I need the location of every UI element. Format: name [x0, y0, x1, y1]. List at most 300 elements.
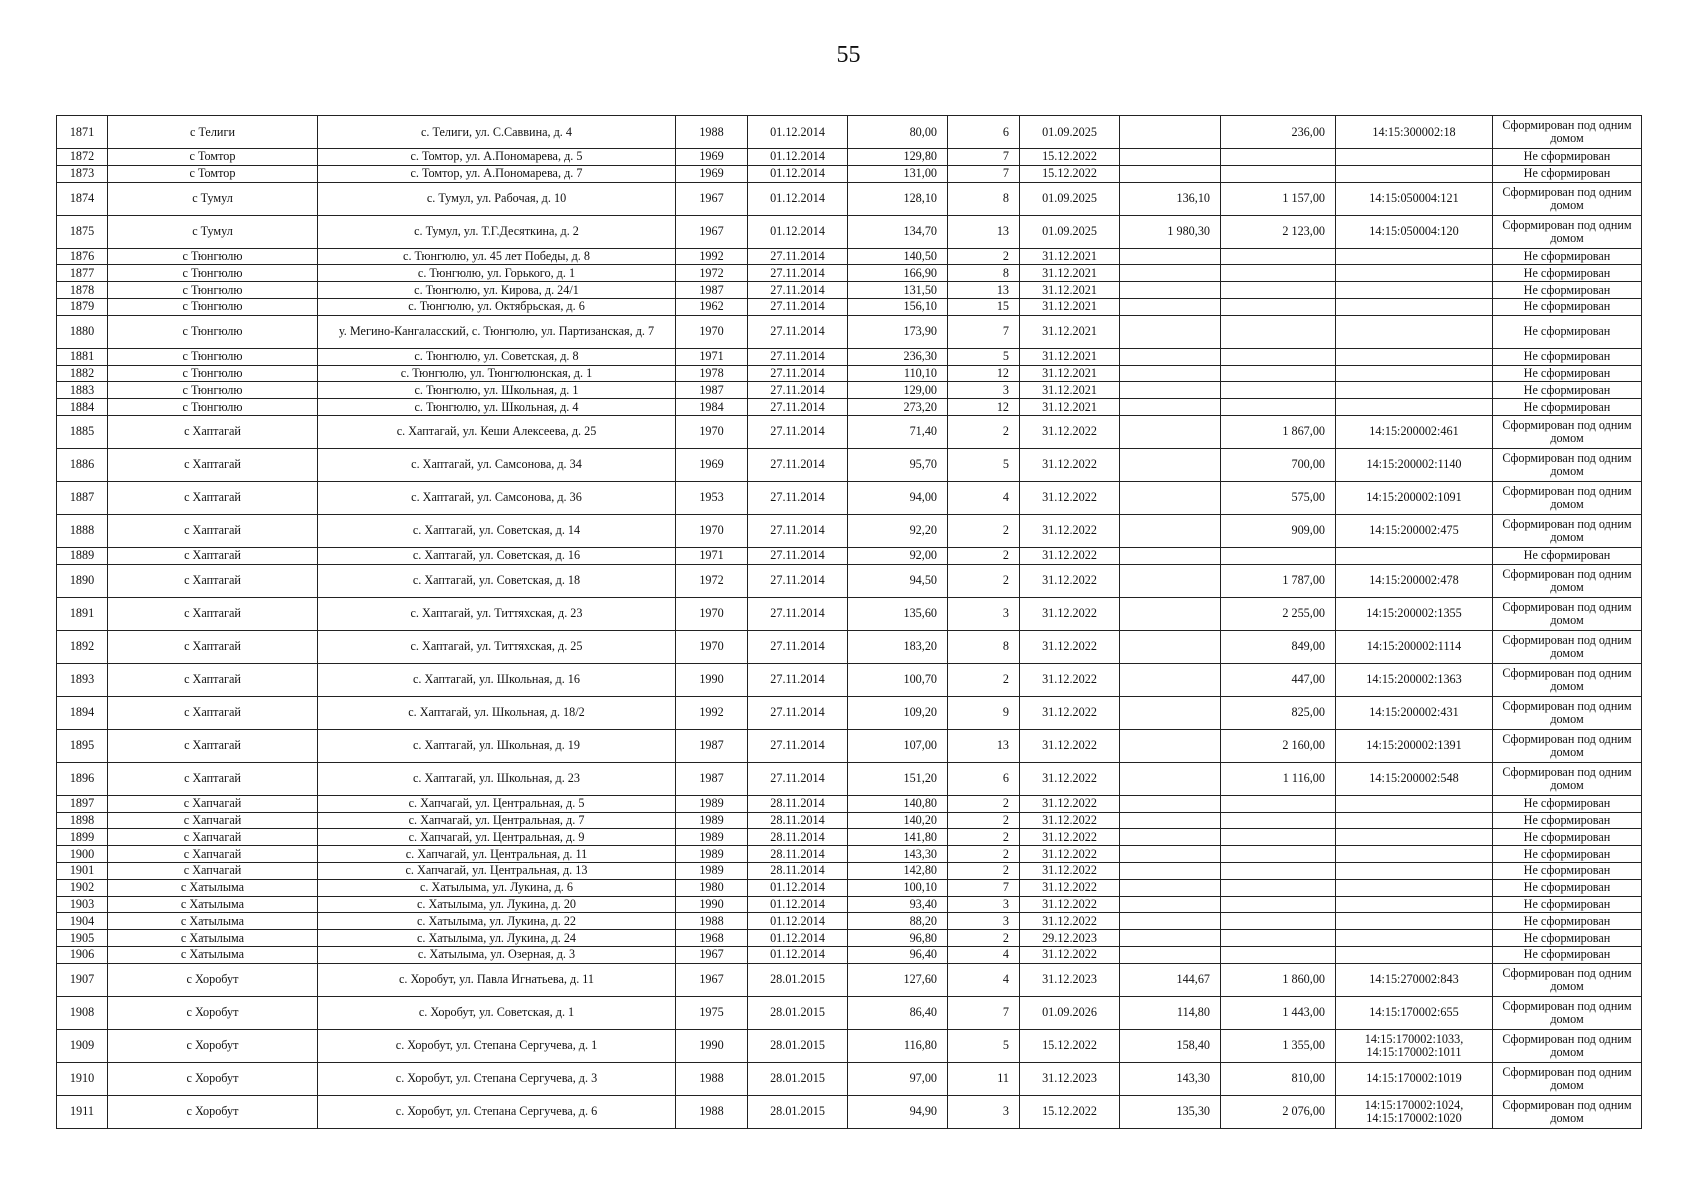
cell-deadline: 31.12.2021	[1020, 282, 1120, 299]
table-row	[57, 696, 1642, 729]
table-row	[57, 182, 1642, 215]
cell-settlement: с Томтор	[108, 165, 318, 182]
cell-land-area: 2 160,00	[1221, 729, 1336, 762]
cell-area: 100,10	[848, 879, 948, 896]
cell-land-area: 236,00	[1221, 116, 1336, 149]
cell-number: 1889	[57, 547, 108, 564]
cell-settlement: с Хатылыма	[108, 896, 318, 913]
cell-address: с. Хоробут, ул. Степана Сергучева, д. 1	[318, 1029, 676, 1062]
cell-year: 1971	[676, 348, 748, 365]
cell-deadline: 31.12.2022	[1020, 415, 1120, 448]
cell-deadline: 15.12.2022	[1020, 1029, 1120, 1062]
cell-land-area	[1221, 248, 1336, 265]
table-row	[57, 963, 1642, 996]
cell-area: 80,00	[848, 116, 948, 149]
cell-cadastral-number	[1336, 547, 1493, 564]
cell-number: 1882	[57, 365, 108, 382]
cell-area: 141,80	[848, 829, 948, 846]
cell-area: 151,20	[848, 762, 948, 795]
cell-cadastral-number	[1336, 348, 1493, 365]
cell-land-status: Не сформирован	[1493, 248, 1642, 265]
table-row	[57, 399, 1642, 416]
cell-number: 1910	[57, 1062, 108, 1095]
cell-total-area	[1120, 315, 1221, 348]
cell-cadastral-number: 14:15:200002:1391	[1336, 729, 1493, 762]
cell-land-area: 1 787,00	[1221, 564, 1336, 597]
cell-land-status: Сформирован под одним домом	[1493, 481, 1642, 514]
cell-cadastral-number: 14:15:300002:18	[1336, 116, 1493, 149]
cell-address: с. Тюнгюлю, ул. Октябрьская, д. 6	[318, 298, 676, 315]
cell-deadline: 31.12.2022	[1020, 896, 1120, 913]
table-row	[57, 762, 1642, 795]
cell-cadastral-number	[1336, 812, 1493, 829]
cell-recognition-date: 28.01.2015	[748, 963, 848, 996]
cell-cadastral-number	[1336, 365, 1493, 382]
cell-total-area	[1120, 298, 1221, 315]
cell-land-area	[1221, 265, 1336, 282]
cell-residents: 3	[948, 896, 1020, 913]
cell-address: с. Хоробут, ул. Степана Сергучева, д. 3	[318, 1062, 676, 1095]
table-row	[57, 1062, 1642, 1095]
cell-area: 166,90	[848, 265, 948, 282]
cell-deadline: 31.12.2022	[1020, 946, 1120, 963]
cell-year: 1987	[676, 282, 748, 299]
cell-land-area	[1221, 165, 1336, 182]
cell-area: 135,60	[848, 597, 948, 630]
cell-land-area	[1221, 399, 1336, 416]
cell-land-area	[1221, 862, 1336, 879]
cell-deadline: 31.12.2022	[1020, 862, 1120, 879]
cell-land-area	[1221, 930, 1336, 947]
cell-area: 134,70	[848, 215, 948, 248]
cell-year: 1968	[676, 930, 748, 947]
cell-year: 1990	[676, 1029, 748, 1062]
cell-residents: 5	[948, 1029, 1020, 1062]
cell-area: 71,40	[848, 415, 948, 448]
cell-deadline: 31.12.2023	[1020, 963, 1120, 996]
cell-land-area	[1221, 315, 1336, 348]
cell-area: 96,80	[848, 930, 948, 947]
cell-recognition-date: 01.12.2014	[748, 896, 848, 913]
cell-number: 1904	[57, 913, 108, 930]
cell-year: 1970	[676, 315, 748, 348]
cell-cadastral-number	[1336, 795, 1493, 812]
cell-total-area	[1120, 879, 1221, 896]
cell-settlement: с Хоробут	[108, 1095, 318, 1128]
cell-number: 1873	[57, 165, 108, 182]
cell-year: 1987	[676, 762, 748, 795]
cell-address: с. Тюнгюлю, ул. Тюнгюлюнская, д. 1	[318, 365, 676, 382]
cell-address: с. Хоробут, ул. Павла Игнатьева, д. 11	[318, 963, 676, 996]
cell-total-area	[1120, 696, 1221, 729]
cell-recognition-date: 27.11.2014	[748, 663, 848, 696]
cell-residents: 13	[948, 729, 1020, 762]
cell-cadastral-number: 14:15:200002:1091	[1336, 481, 1493, 514]
cell-deadline: 31.12.2022	[1020, 696, 1120, 729]
table-row	[57, 382, 1642, 399]
cell-settlement: с Хаптагай	[108, 564, 318, 597]
table-row	[57, 298, 1642, 315]
cell-address: с. Хатылыма, ул. Лукина, д. 24	[318, 930, 676, 947]
cell-number: 1888	[57, 514, 108, 547]
cell-settlement: с Хаптагай	[108, 547, 318, 564]
cell-settlement: с Хаптагай	[108, 663, 318, 696]
cell-land-area: 700,00	[1221, 448, 1336, 481]
cell-cadastral-number: 14:15:170002:655	[1336, 996, 1493, 1029]
cell-residents: 2	[948, 862, 1020, 879]
table-row	[57, 448, 1642, 481]
cell-land-area: 575,00	[1221, 481, 1336, 514]
cell-land-status: Не сформирован	[1493, 812, 1642, 829]
cell-recognition-date: 01.12.2014	[748, 116, 848, 149]
cell-cadastral-number	[1336, 946, 1493, 963]
cell-year: 1978	[676, 365, 748, 382]
cell-residents: 6	[948, 762, 1020, 795]
cell-cadastral-number	[1336, 248, 1493, 265]
cell-land-status: Сформирован под одним домом	[1493, 729, 1642, 762]
cell-cadastral-number: 14:15:170002:1024, 14:15:170002:1020	[1336, 1095, 1493, 1128]
cell-residents: 2	[948, 514, 1020, 547]
cell-recognition-date: 27.11.2014	[748, 265, 848, 282]
cell-number: 1911	[57, 1095, 108, 1128]
cell-recognition-date: 27.11.2014	[748, 298, 848, 315]
cell-total-area: 135,30	[1120, 1095, 1221, 1128]
cell-land-area	[1221, 149, 1336, 166]
cell-deadline: 31.12.2022	[1020, 564, 1120, 597]
cell-settlement: с Хаптагай	[108, 514, 318, 547]
cell-recognition-date: 27.11.2014	[748, 248, 848, 265]
cell-residents: 5	[948, 348, 1020, 365]
cell-area: 93,40	[848, 896, 948, 913]
cell-area: 129,80	[848, 149, 948, 166]
table-row	[57, 1029, 1642, 1062]
cell-address: с. Хапчагай, ул. Центральная, д. 13	[318, 862, 676, 879]
cell-number: 1908	[57, 996, 108, 1029]
cell-residents: 2	[948, 930, 1020, 947]
cell-recognition-date: 27.11.2014	[748, 696, 848, 729]
cell-number: 1897	[57, 795, 108, 812]
cell-total-area	[1120, 399, 1221, 416]
cell-cadastral-number: 14:15:050004:120	[1336, 215, 1493, 248]
cell-address: с. Хаптагай, ул. Самсонова, д. 36	[318, 481, 676, 514]
cell-recognition-date: 01.12.2014	[748, 149, 848, 166]
cell-recognition-date: 27.11.2014	[748, 415, 848, 448]
cell-deadline: 31.12.2022	[1020, 812, 1120, 829]
cell-residents: 2	[948, 795, 1020, 812]
cell-cadastral-number	[1336, 165, 1493, 182]
cell-cadastral-number	[1336, 399, 1493, 416]
cell-area: 107,00	[848, 729, 948, 762]
cell-address: с. Хапчагай, ул. Центральная, д. 9	[318, 829, 676, 846]
cell-number: 1901	[57, 862, 108, 879]
cell-deadline: 01.09.2025	[1020, 182, 1120, 215]
cell-land-area: 447,00	[1221, 663, 1336, 696]
cell-settlement: с Хаптагай	[108, 448, 318, 481]
cell-year: 1972	[676, 265, 748, 282]
cell-land-area	[1221, 282, 1336, 299]
cell-year: 1969	[676, 448, 748, 481]
cell-land-area: 810,00	[1221, 1062, 1336, 1095]
cell-number: 1903	[57, 896, 108, 913]
cell-area: 92,20	[848, 514, 948, 547]
cell-number: 1887	[57, 481, 108, 514]
cell-cadastral-number	[1336, 913, 1493, 930]
cell-total-area	[1120, 248, 1221, 265]
cell-number: 1906	[57, 946, 108, 963]
cell-deadline: 31.12.2021	[1020, 348, 1120, 365]
cell-year: 1972	[676, 564, 748, 597]
cell-address: с. Хатылыма, ул. Лукина, д. 6	[318, 879, 676, 896]
cell-address: с. Тумул, ул. Т.Г.Десяткина, д. 2	[318, 215, 676, 248]
cell-address: с. Хаптагай, ул. Советская, д. 18	[318, 564, 676, 597]
cell-year: 1967	[676, 946, 748, 963]
cell-cadastral-number	[1336, 315, 1493, 348]
cell-total-area	[1120, 663, 1221, 696]
cell-total-area	[1120, 149, 1221, 166]
cell-deadline: 31.12.2022	[1020, 879, 1120, 896]
cell-residents: 4	[948, 946, 1020, 963]
cell-number: 1900	[57, 846, 108, 863]
cell-land-area: 2 255,00	[1221, 597, 1336, 630]
cell-land-status: Не сформирован	[1493, 165, 1642, 182]
cell-year: 1969	[676, 165, 748, 182]
cell-number: 1884	[57, 399, 108, 416]
cell-area: 131,00	[848, 165, 948, 182]
cell-recognition-date: 01.12.2014	[748, 165, 848, 182]
cell-land-status: Сформирован под одним домом	[1493, 630, 1642, 663]
cell-area: 97,00	[848, 1062, 948, 1095]
table-row	[57, 564, 1642, 597]
table-row	[57, 165, 1642, 182]
cell-year: 1962	[676, 298, 748, 315]
cell-number: 1871	[57, 116, 108, 149]
cell-residents: 2	[948, 415, 1020, 448]
cell-area: 92,00	[848, 547, 948, 564]
cell-year: 1988	[676, 1095, 748, 1128]
cell-settlement: с Тюнгюлю	[108, 315, 318, 348]
cell-year: 1989	[676, 829, 748, 846]
cell-land-area	[1221, 298, 1336, 315]
cell-number: 1895	[57, 729, 108, 762]
cell-year: 1989	[676, 862, 748, 879]
cell-area: 116,80	[848, 1029, 948, 1062]
cell-address: с. Хаптагай, ул. Школьная, д. 16	[318, 663, 676, 696]
cell-year: 1989	[676, 812, 748, 829]
cell-land-status: Сформирован под одним домом	[1493, 1062, 1642, 1095]
cell-land-status: Не сформирован	[1493, 149, 1642, 166]
cell-deadline: 01.09.2026	[1020, 996, 1120, 1029]
cell-residents: 15	[948, 298, 1020, 315]
table-row	[57, 481, 1642, 514]
cell-area: 100,70	[848, 663, 948, 696]
cell-land-status: Сформирован под одним домом	[1493, 448, 1642, 481]
cell-deadline: 31.12.2022	[1020, 663, 1120, 696]
cell-residents: 12	[948, 399, 1020, 416]
cell-number: 1890	[57, 564, 108, 597]
cell-land-status: Не сформирован	[1493, 348, 1642, 365]
cell-address: с. Хапчагай, ул. Центральная, д. 11	[318, 846, 676, 863]
cell-land-status: Не сформирован	[1493, 829, 1642, 846]
cell-address: с. Хатылыма, ул. Озерная, д. 3	[318, 946, 676, 963]
cell-residents: 7	[948, 315, 1020, 348]
cell-settlement: с Хоробут	[108, 996, 318, 1029]
cell-recognition-date: 28.01.2015	[748, 996, 848, 1029]
cell-area: 129,00	[848, 382, 948, 399]
cell-total-area	[1120, 165, 1221, 182]
cell-total-area	[1120, 597, 1221, 630]
cell-settlement: с Хаптагай	[108, 696, 318, 729]
cell-total-area	[1120, 448, 1221, 481]
cell-total-area: 136,10	[1120, 182, 1221, 215]
housing-registry-table	[56, 115, 1642, 1129]
cell-total-area	[1120, 116, 1221, 149]
cell-area: 128,10	[848, 182, 948, 215]
cell-land-status: Не сформирован	[1493, 862, 1642, 879]
cell-year: 1969	[676, 149, 748, 166]
cell-area: 88,20	[848, 913, 948, 930]
cell-area: 96,40	[848, 946, 948, 963]
cell-number: 1886	[57, 448, 108, 481]
cell-deadline: 01.09.2025	[1020, 215, 1120, 248]
cell-recognition-date: 01.12.2014	[748, 913, 848, 930]
table-row	[57, 896, 1642, 913]
cell-cadastral-number: 14:15:170002:1019	[1336, 1062, 1493, 1095]
cell-residents: 7	[948, 996, 1020, 1029]
cell-residents: 2	[948, 663, 1020, 696]
cell-settlement: с Хапчагай	[108, 795, 318, 812]
cell-settlement: с Тюнгюлю	[108, 265, 318, 282]
cell-settlement: с Тюнгюлю	[108, 399, 318, 416]
cell-land-area	[1221, 812, 1336, 829]
cell-area: 94,50	[848, 564, 948, 597]
cell-year: 1980	[676, 879, 748, 896]
cell-residents: 2	[948, 812, 1020, 829]
cell-area: 95,70	[848, 448, 948, 481]
cell-settlement: с Хоробут	[108, 963, 318, 996]
cell-deadline: 31.12.2022	[1020, 514, 1120, 547]
cell-area: 131,50	[848, 282, 948, 299]
cell-area: 273,20	[848, 399, 948, 416]
cell-total-area	[1120, 282, 1221, 299]
cell-residents: 12	[948, 365, 1020, 382]
table-row	[57, 795, 1642, 812]
cell-recognition-date: 27.11.2014	[748, 597, 848, 630]
cell-year: 1970	[676, 630, 748, 663]
cell-recognition-date: 28.01.2015	[748, 1062, 848, 1095]
cell-land-status: Сформирован под одним домом	[1493, 116, 1642, 149]
table-row	[57, 829, 1642, 846]
cell-residents: 6	[948, 116, 1020, 149]
cell-recognition-date: 27.11.2014	[748, 348, 848, 365]
table-row	[57, 930, 1642, 947]
cell-residents: 2	[948, 829, 1020, 846]
table-row	[57, 282, 1642, 299]
cell-cadastral-number	[1336, 846, 1493, 863]
cell-land-area	[1221, 879, 1336, 896]
cell-recognition-date: 27.11.2014	[748, 399, 848, 416]
cell-deadline: 31.12.2021	[1020, 298, 1120, 315]
cell-land-status: Не сформирован	[1493, 315, 1642, 348]
cell-land-area: 1 443,00	[1221, 996, 1336, 1029]
cell-number: 1905	[57, 930, 108, 947]
cell-land-area: 1 355,00	[1221, 1029, 1336, 1062]
table-row	[57, 348, 1642, 365]
cell-cadastral-number	[1336, 282, 1493, 299]
cell-residents: 4	[948, 481, 1020, 514]
cell-land-status: Не сформирован	[1493, 547, 1642, 564]
cell-settlement: с Хаптагай	[108, 630, 318, 663]
cell-settlement: с Хаптагай	[108, 415, 318, 448]
cell-cadastral-number	[1336, 382, 1493, 399]
cell-deadline: 31.12.2022	[1020, 597, 1120, 630]
cell-deadline: 31.12.2021	[1020, 399, 1120, 416]
cell-settlement: с Хапчагай	[108, 862, 318, 879]
cell-land-status: Не сформирован	[1493, 946, 1642, 963]
table-row	[57, 996, 1642, 1029]
cell-total-area: 1 980,30	[1120, 215, 1221, 248]
cell-cadastral-number	[1336, 896, 1493, 913]
cell-deadline: 31.12.2022	[1020, 795, 1120, 812]
cell-total-area	[1120, 547, 1221, 564]
cell-deadline: 15.12.2022	[1020, 149, 1120, 166]
cell-total-area	[1120, 862, 1221, 879]
cell-deadline: 31.12.2021	[1020, 382, 1120, 399]
table-row	[57, 248, 1642, 265]
cell-residents: 7	[948, 165, 1020, 182]
cell-recognition-date: 01.12.2014	[748, 946, 848, 963]
cell-residents: 13	[948, 215, 1020, 248]
cell-recognition-date: 01.12.2014	[748, 879, 848, 896]
cell-year: 1975	[676, 996, 748, 1029]
registry-body	[57, 116, 1642, 1129]
table-row	[57, 149, 1642, 166]
cell-area: 140,80	[848, 795, 948, 812]
cell-land-status: Не сформирован	[1493, 382, 1642, 399]
cell-number: 1876	[57, 248, 108, 265]
cell-address: у. Мегино-Кангаласский, с. Тюнгюлю, ул. Партизанская, д. 7	[318, 315, 676, 348]
cell-recognition-date: 27.11.2014	[748, 315, 848, 348]
table-row	[57, 415, 1642, 448]
cell-residents: 7	[948, 879, 1020, 896]
table-row	[57, 862, 1642, 879]
cell-deadline: 31.12.2022	[1020, 547, 1120, 564]
table-row	[57, 315, 1642, 348]
cell-cadastral-number	[1336, 265, 1493, 282]
cell-recognition-date: 28.11.2014	[748, 812, 848, 829]
cell-number: 1874	[57, 182, 108, 215]
cell-total-area	[1120, 930, 1221, 947]
cell-year: 1971	[676, 547, 748, 564]
cell-land-status: Сформирован под одним домом	[1493, 564, 1642, 597]
table-row	[57, 846, 1642, 863]
cell-cadastral-number	[1336, 930, 1493, 947]
cell-land-area	[1221, 365, 1336, 382]
table-row	[57, 663, 1642, 696]
cell-address: с. Хатылыма, ул. Лукина, д. 20	[318, 896, 676, 913]
cell-total-area	[1120, 365, 1221, 382]
cell-total-area	[1120, 265, 1221, 282]
cell-recognition-date: 27.11.2014	[748, 382, 848, 399]
cell-residents: 3	[948, 382, 1020, 399]
cell-settlement: с Хоробут	[108, 1029, 318, 1062]
cell-cadastral-number	[1336, 879, 1493, 896]
cell-area: 86,40	[848, 996, 948, 1029]
cell-cadastral-number: 14:15:270002:843	[1336, 963, 1493, 996]
cell-number: 1883	[57, 382, 108, 399]
cell-land-area	[1221, 382, 1336, 399]
cell-residents: 7	[948, 149, 1020, 166]
cell-settlement: с Томтор	[108, 149, 318, 166]
